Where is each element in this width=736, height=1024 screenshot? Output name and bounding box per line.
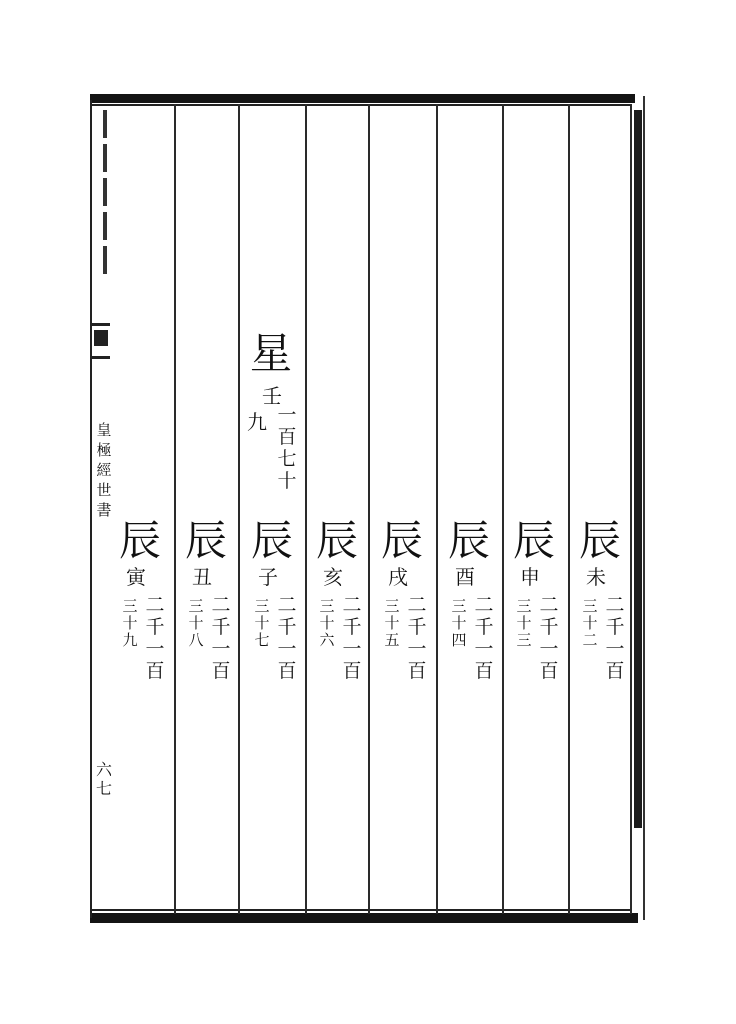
year-digit: 十 — [122, 614, 138, 632]
book-title-char: 極 — [96, 441, 112, 459]
number-digit: 百 — [277, 660, 297, 682]
number-digit: 千 — [539, 616, 559, 638]
chen-label: 辰 — [315, 516, 358, 565]
number-digit: 一 — [407, 638, 427, 660]
number-digit: 一 — [145, 638, 165, 660]
year-column — [186, 598, 206, 649]
number-digit: 二 — [474, 594, 494, 616]
column-divider — [174, 104, 176, 914]
star-number-digit: 十 — [277, 470, 297, 492]
column-divider — [436, 104, 438, 914]
chen-label: 辰 — [512, 516, 555, 565]
number-column — [276, 594, 298, 682]
number-digit: 千 — [407, 616, 427, 638]
book-title-char: 書 — [96, 501, 112, 519]
frame-right-thin-border — [643, 96, 645, 920]
frame-bottom-border — [90, 913, 638, 923]
year-column — [382, 598, 402, 649]
year-digit: 十 — [188, 614, 204, 632]
number-digit: 千 — [145, 616, 165, 638]
year-digit: 十 — [319, 614, 335, 632]
chen-label: 辰 — [380, 516, 423, 565]
book-title — [94, 420, 114, 520]
year-digit: 九 — [122, 631, 138, 649]
number-column — [473, 594, 495, 682]
number-digit: 百 — [342, 660, 362, 682]
number-digit: 百 — [407, 660, 427, 682]
branch-label: 寅 — [126, 565, 146, 589]
branch-label: 亥 — [323, 565, 343, 589]
year-digit: 三 — [188, 597, 204, 615]
number-digit: 百 — [539, 660, 559, 682]
frame-right-thick-border — [634, 110, 642, 828]
column-divider — [502, 104, 504, 914]
column-divider — [238, 104, 240, 914]
branch-label: 酉 — [455, 565, 475, 589]
year-digit: 八 — [188, 631, 204, 649]
number-digit: 一 — [211, 638, 231, 660]
number-digit: 百 — [145, 660, 165, 682]
column-divider — [368, 104, 370, 914]
chen-label: 辰 — [447, 516, 490, 565]
branch-label: 子 — [258, 565, 278, 589]
year-digit: 三 — [582, 597, 598, 615]
fish-tail-fill — [94, 330, 108, 346]
column-divider — [568, 104, 570, 914]
number-digit: 千 — [474, 616, 494, 638]
year-digit: 三 — [319, 597, 335, 615]
year-digit: 三 — [451, 597, 467, 615]
number-column — [144, 594, 166, 682]
number-digit: 一 — [539, 638, 559, 660]
year-digit: 三 — [516, 597, 532, 615]
branch-label: 丑 — [192, 565, 212, 589]
number-digit: 一 — [277, 638, 297, 660]
page-number — [94, 760, 114, 798]
year-column — [252, 598, 272, 649]
frame-bottom-inner-border — [92, 909, 632, 911]
year-column — [449, 598, 469, 649]
year-digit: 三 — [516, 631, 532, 649]
number-digit: 百 — [474, 660, 494, 682]
year-digit: 三 — [122, 597, 138, 615]
number-column — [341, 594, 363, 682]
number-digit: 一 — [474, 638, 494, 660]
chen-label: 辰 — [250, 516, 293, 565]
year-digit: 十 — [516, 614, 532, 632]
chen-label: 辰 — [118, 516, 161, 565]
year-column — [580, 598, 600, 649]
number-digit: 千 — [605, 616, 625, 638]
year-digit: 五 — [384, 631, 400, 649]
star-number-column — [276, 404, 298, 492]
number-digit: 一 — [605, 638, 625, 660]
branch-label: 申 — [520, 565, 540, 589]
page-number-char: 七 — [95, 779, 112, 798]
branch-label: 戌 — [388, 565, 408, 589]
year-digit: 六 — [319, 631, 335, 649]
year-column — [514, 598, 534, 649]
number-column — [406, 594, 428, 682]
year-digit: 四 — [451, 631, 467, 649]
year-digit: 三 — [254, 597, 270, 615]
number-column — [210, 594, 232, 682]
star-year-mark: 九 — [247, 410, 267, 434]
number-digit: 千 — [211, 616, 231, 638]
number-digit: 百 — [605, 660, 625, 682]
book-title-char: 經 — [96, 461, 112, 479]
number-digit: 千 — [342, 616, 362, 638]
year-digit: 十 — [582, 614, 598, 632]
number-column — [538, 594, 560, 682]
number-digit: 百 — [211, 660, 231, 682]
star-sub-label: 壬 — [262, 384, 282, 408]
number-digit: 千 — [277, 616, 297, 638]
branch-label: 未 — [586, 565, 606, 589]
column-divider — [305, 104, 307, 914]
number-digit: 二 — [605, 594, 625, 616]
book-title-char: 世 — [96, 481, 112, 499]
number-digit: 二 — [145, 594, 165, 616]
year-digit: 七 — [254, 631, 270, 649]
year-digit: 三 — [384, 597, 400, 615]
book-title-char: 皇 — [96, 421, 112, 439]
star-number-digit: 七 — [277, 448, 297, 470]
chen-label: 辰 — [184, 516, 227, 565]
number-digit: 二 — [407, 594, 427, 616]
number-digit: 二 — [342, 594, 362, 616]
number-column — [604, 594, 626, 682]
page-number-char: 六 — [95, 760, 112, 779]
number-digit: 二 — [277, 594, 297, 616]
year-digit: 十 — [451, 614, 467, 632]
margin-ornament — [94, 110, 116, 274]
year-digit: 二 — [582, 631, 598, 649]
year-column — [317, 598, 337, 649]
star-label: 星 — [249, 329, 292, 378]
frame-top-inner-border — [92, 104, 632, 106]
star-number-digit: 一 — [277, 404, 297, 426]
year-column — [120, 598, 140, 649]
column-divider — [630, 104, 632, 914]
chen-label: 辰 — [578, 516, 621, 565]
number-digit: 二 — [539, 594, 559, 616]
frame-top-border — [90, 94, 635, 103]
frame-left-border — [90, 100, 92, 918]
number-digit: 一 — [342, 638, 362, 660]
star-number-digit: 百 — [277, 426, 297, 448]
number-digit: 二 — [211, 594, 231, 616]
year-digit: 十 — [254, 614, 270, 632]
year-digit: 十 — [384, 614, 400, 632]
